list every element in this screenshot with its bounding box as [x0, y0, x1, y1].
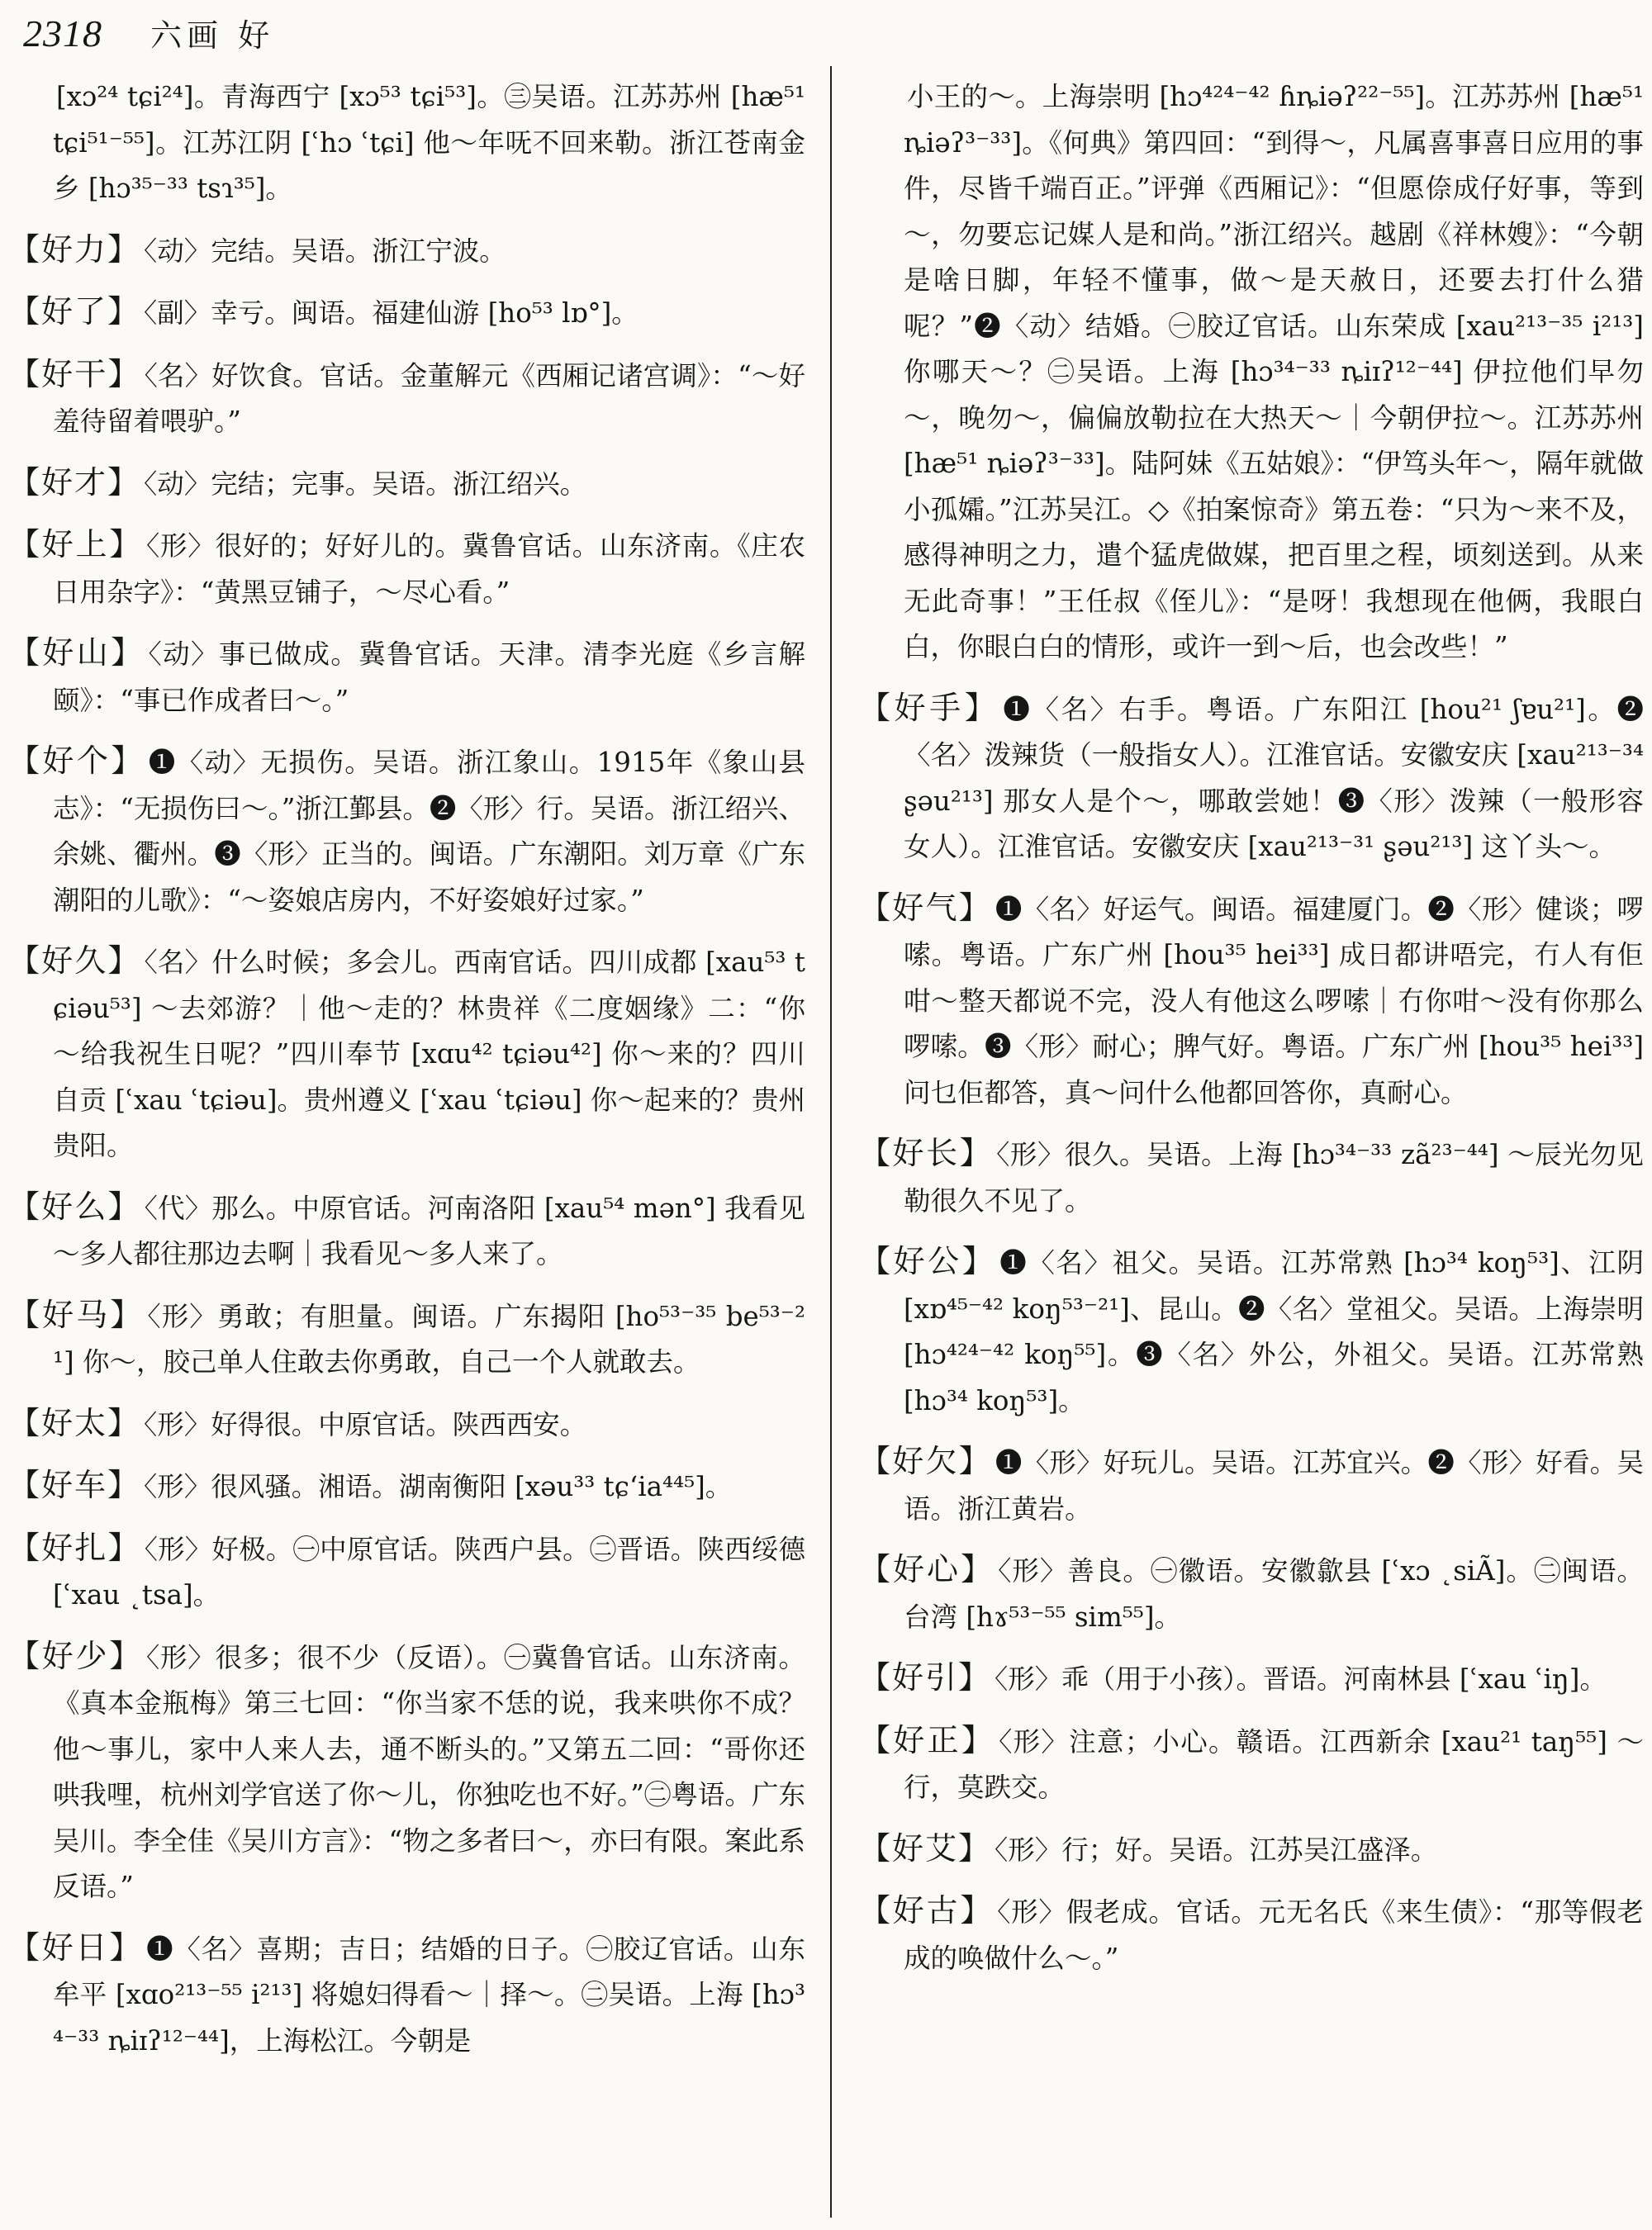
dictionary-entry [859, 686, 1644, 871]
dictionary-entry [8, 1463, 805, 1511]
entry-text: 〈形〉善良。㊀徽语。安徽歙县 [ʿxɔ ˛siÃ]。㊁闽语。台湾 [hɤ⁵³⁻⁵⁵ sim⁵⁵]。 [904, 1555, 1644, 1633]
entry-text: ❶〈形〉好玩儿。吴语。江苏宜兴。❷〈形〉好看。吴语。浙江黄岩。 [904, 1447, 1644, 1525]
entry-text: 〈形〉乖（用于小孩）。晋语。河南林县 [ʿxau ʿiŋ]。 [995, 1663, 1607, 1695]
dictionary-entry [8, 1925, 805, 2065]
entry-text: 〈形〉注意；小心。赣语。江西新余 [xau²¹ taŋ⁵⁵] ～行，莫跌交。 [904, 1725, 1644, 1803]
entry-headword: 【好扎】 [8, 1529, 141, 1566]
entry-headword: 【好力】 [8, 230, 141, 268]
entry-text: 〈动〉完结。吴语。浙江宁波。 [144, 235, 506, 267]
dictionary-entry [859, 1131, 1644, 1224]
entry-headword: 【好干】 [8, 355, 141, 392]
entry-text: ❶〈名〉喜期；吉日；结婚的日子。㊀胶辽官话。山东牟平 [xɑo²¹³⁻⁵⁵ i²¹³] 将媳妇得看～｜择～。㊁吴语。上海 [hɔ³⁴⁻³³ ȵiɪʔ¹²⁻⁴⁴]，上海松江。今朝是 [53, 1933, 805, 2057]
dictionary-entry [859, 1718, 1644, 1811]
dictionary-entry [8, 522, 805, 615]
entry-headword: 【好个】 [8, 743, 145, 779]
entry-text: 〈形〉行；好。吴语。江苏吴江盛泽。 [995, 1834, 1438, 1866]
dictionary-entry [859, 1826, 1644, 1874]
entry-headword: 【好气】 [859, 889, 992, 926]
entry-text: 〈名〉好饮食。官话。金董解元《西厢记诸宫调》：“～好羞待留着喂驴。” [53, 359, 805, 437]
entry-text: 〈形〉假老成。官话。元无名氏《来生债》：“那等假老成的唤做什么～。” [904, 1896, 1644, 1974]
dictionary-entry [8, 227, 805, 275]
dictionary-entry [8, 1401, 805, 1449]
entry-text: 〈形〉勇敢；有胆量。闽语。广东揭阳 [ho⁵³⁻³⁵ be⁵³⁻²¹] 你～，胶己单人住敢去你勇敢，自己一个人就敢去。 [53, 1300, 805, 1378]
dictionary-entry [8, 1634, 805, 1910]
dictionary-entry [8, 460, 805, 508]
dictionary-entry [8, 738, 805, 923]
entry-text: 〈形〉很风骚。湘语。湖南衡阳 [xəu³³ tɕʻia⁴⁴⁵]。 [144, 1471, 733, 1502]
dictionary-entry [859, 1888, 1644, 1981]
dictionary-entry [8, 1525, 805, 1619]
entry-headword: 【好上】 [8, 526, 143, 562]
entry-text: ❶〈名〉右手。粤语。广东阳江 [hou²¹ ʃɐu²¹]。❷〈名〉泼辣货（一般指女人）。江淮官话。安徽安庆 [xau²¹³⁻³⁴ ʂəu²¹³] 那女人是个～，哪敢尝她！❸〈形〉泼辣（一般形容女人）。江淮官话。安徽安庆 [xau²¹³⁻³¹ ʂəu²¹³] 这丫头～。 [904, 693, 1644, 862]
entry-headword: 【好才】 [8, 463, 141, 501]
entry-text: ❶〈名〉祖父。吴语。江苏常熟 [hɔ³⁴ koŋ⁵³]、江阴 [xɒ⁴⁵⁻⁴² koŋ⁵³⁻²¹]、昆山。❷〈名〉堂祖父。吴语。上海崇明 [hɔ⁴²⁴⁻⁴² koŋ⁵⁵]。❸〈名〉外公，外祖父。吴语。江苏常熟 [hɔ³⁴ koŋ⁵³]。 [904, 1247, 1644, 1416]
entry-headword: 【好马】 [8, 1296, 145, 1333]
entry-text: 〈形〉好极。㊀中原官话。陕西户县。㊁晋语。陕西绥德 [ʿxau ˛tsa]。 [53, 1533, 805, 1611]
entry-text: 〈代〉那么。中原官话。河南洛阳 [xau⁵⁴ mən°] 我看见～多人都往那边去啊｜我看见～多人来了。 [53, 1192, 805, 1269]
entry-headword: 【好公】 [859, 1243, 997, 1279]
dictionary-entry [859, 1439, 1644, 1532]
entry-headword: 【好艾】 [859, 1829, 992, 1867]
dictionary-entry [859, 885, 1644, 1117]
dictionary-entry [859, 1239, 1644, 1424]
dictionary-entry [859, 73, 1644, 671]
dictionary-entry [8, 630, 805, 724]
entry-text: 〈形〉很久。吴语。上海 [hɔ³⁴⁻³³ zã²³⁻⁴⁴] ～辰光勿见勒很久不见了。 [904, 1139, 1644, 1217]
entry-text: ❶〈动〉无损伤。吴语。浙江象山。1915年《象山县志》：“无损伤曰～。”浙江鄞县。❷〈形〉行。吴语。浙江绍兴、余姚、衢州。❸〈形〉正当的。闽语。广东潮阳。刘万章《广东潮阳的儿歌》：“～姿娘店房内，不好姿娘好过家。” [53, 747, 805, 916]
entry-text: 〈形〉好得很。中原官话。陕西西安。 [144, 1408, 587, 1440]
entry-text: 〈副〉幸亏。闽语。福建仙游 [ho⁵³ lɒ°]。 [144, 297, 638, 329]
dictionary-entry [859, 1547, 1644, 1640]
section-title: 六画 好 [150, 17, 275, 54]
entry-headword: 【好车】 [8, 1467, 141, 1503]
entry-headword: 【好古】 [859, 1892, 995, 1929]
page-header [23, 10, 274, 59]
entry-text: 〈动〉事已做成。冀鲁官话。天津。清李光庭《乡言解颐》：“事已作成者曰～。” [53, 638, 805, 716]
entry-headword: 【好正】 [859, 1721, 996, 1758]
dictionary-entry [859, 1655, 1644, 1703]
dictionary-entry [8, 73, 805, 212]
entry-text: 小王的～。上海崇明 [hɔ⁴²⁴⁻⁴² ɦȵiəʔ²²⁻⁵⁵]。江苏苏州 [hæ⁵¹ ȵiəʔ³⁻³³]。《何典》第四回：“到得～，凡属喜事喜日应用的事件，尽皆千端百正。”评弹《西厢记》：“但愿倷成仔好事，等到～，勿要忘记媒人是和尚。”浙江绍兴。越剧《祥林嫂》：“今朝是啥日脚，年轻不懂事，做～是天赦日，还要去打什么猎呢？”❷〈动〉结婚。㊀胶辽官话。山东荣成 [xau²¹³⁻³⁵ i²¹³] 你哪天～？㊁吴语。上海 [hɔ³⁴⁻³³ ȵiɪʔ¹²⁻⁴⁴] 伊拉他们早勿～，晚勿～，偏偏放勒拉在大热天～｜今朝伊拉～。江苏苏州 [hæ⁵¹ ȵiəʔ³⁻³³]。陆阿妹《五姑娘》：“伊笃头年～，隔年就做小孤孀。”江苏吴江。◇《拍案惊奇》第五卷：“只为～来不及，感得神明之力，遣个猛虎做媒，把百里之程，顷刻送到。从来无此奇事！”王任叔《侄儿》：“是呀！我想现在他俩，我眼白白，你眼白白的情形，或许一到～后，也会改些！” [904, 81, 1644, 662]
entry-headword: 【好么】 [8, 1188, 141, 1225]
entry-headword: 【好长】 [859, 1135, 994, 1171]
entry-headword: 【好心】 [859, 1551, 995, 1587]
entry-headword: 【好手】 [859, 689, 1000, 726]
entry-text: 〈动〉完结；完事。吴语。浙江绍兴。 [144, 467, 587, 500]
entry-headword: 【好了】 [8, 293, 141, 330]
entry-headword: 【好欠】 [859, 1443, 992, 1479]
entry-text: ❶〈名〉好运气。闽语。福建厦门。❷〈形〉健谈；啰嗦。粤语。广东广州 [hou³⁵ hei³³] 成日都讲唔完，冇人有佢咁～整天都说不完，没人有他这么啰嗦｜冇你咁～没有你那么啰嗦。❸〈形〉耐心；脾气好。粤语。广东广州 [hou³⁵ hei³³] 问乜佢都答，真～问什么他都回答你，真耐心。 [904, 893, 1644, 1108]
entry-text: 〈形〉很好的；好好儿的。冀鲁官话。山东济南。《庄农日用杂字》：“黄黑豆铺子，～尽心看。” [53, 530, 805, 608]
left-column [8, 73, 805, 2222]
entry-headword: 【好太】 [8, 1404, 141, 1441]
entry-headword: 【好少】 [8, 1637, 143, 1674]
dictionary-entry [8, 352, 805, 445]
dictionary-entry [8, 1293, 805, 1386]
page-number: 2318 [23, 12, 102, 55]
entry-headword: 【好日】 [8, 1929, 144, 1966]
entry-text: 〈形〉很多；很不少（反语）。㊀冀鲁官话。山东济南。《真本金瓶梅》第三七回：“你当家不恁的说，我来哄你不成？他～事儿，家中人来人去，通不断头的。”又第五二回：“哥你还哄我哩，杭州刘学官送了你～儿，你独吃也不好。”㊁粤语。广东吴川。李全佳《吴川方言》：“物之多者曰～，亦曰有限。案此系反语。” [53, 1641, 805, 1902]
dictionary-entry [8, 938, 805, 1170]
column-divider [830, 66, 832, 2218]
dictionary-entry [8, 1184, 805, 1278]
entry-text: 〈名〉什么时候；多会儿。西南官话。四川成都 [xau⁵³ tɕiəu⁵³] ～去郊游？｜他～走的？林贵祥《二度姻缘》二：“你～给我祝生日呢？”四川奉节 [xɑu⁴² tɕiəu⁴²] 你～来的？四川自贡 [ʿxau ʿtɕiəu]。贵州遵义 [ʿxau ʿtɕiəu] 你～起来的？贵州贵阳。 [53, 947, 805, 1161]
entry-text: [xɔ²⁴ tɕi²⁴]。青海西宁 [xɔ⁵³ tɕi⁵³]。㊂吴语。江苏苏州 [hæ⁵¹ tɕi⁵¹⁻⁵⁵]。江苏江阴 [ʿhɔ ʿtɕi] 他～年呒不回来勒。浙江苍南金乡 [hɔ³⁵⁻³³ tsɿ³⁵]。 [53, 81, 805, 204]
dictionary-entry [8, 289, 805, 337]
entry-headword: 【好久】 [8, 942, 141, 979]
entry-headword: 【好引】 [859, 1659, 992, 1696]
entry-headword: 【好山】 [8, 634, 145, 671]
right-column [859, 73, 1644, 2222]
